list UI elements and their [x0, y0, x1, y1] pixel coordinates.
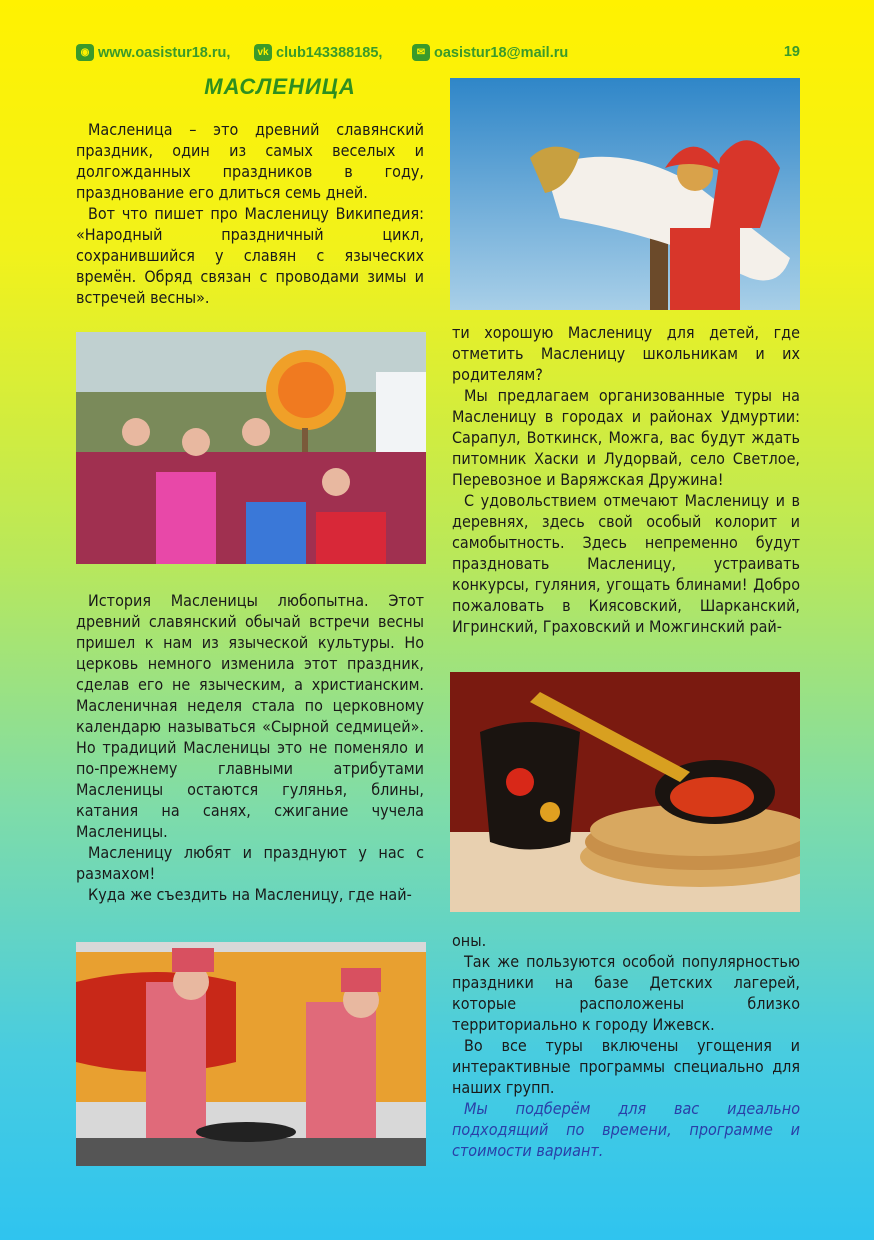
end-text — [452, 930, 800, 1161]
tours-paragraph: С удовольствием отмечают Масленицу и в деревнях, здесь свой особый колорит и самобытность. Здесь непременно будут праздновать Масленицу, устраивать конкурсы, гуляния, угощать блинами! Добро пожаловать в Киясовский, Шарканский, Игринский, Граховский и Можгинский рай- — [452, 491, 800, 636]
festival-crowd-photo — [76, 332, 426, 564]
vk-link[interactable] — [254, 44, 382, 61]
history-paragraph: История Масленицы любопытна. Этот древний славянский обычай встречи весны пришел к нам из языческой культуры. Но церковь немного изменила этот праздник, сделав его не языческим, а христианским. Масленичная неделя стала по церковному календарю называться «Сырной седмицей». Но традиций Масленицы это не поменяло и по-прежнему главными атрибутами Масленицы остаются гулянья, блины, катания на санях, сжигание чучела Масленицы. — [76, 591, 424, 841]
history-paragraph: Куда же съездить на Масленицу, где най- — [88, 885, 412, 904]
intro-paragraph: Вот что пишет про Масленицу Википедия: «Народный праздничный цикл, сохранившийся у славян с языческих времён. Обряд связан с проводами зимы и встречей весны». — [76, 204, 424, 307]
end-paragraph: Во все туры включены угощения и интерактивные программы специально для наших групп. — [452, 1036, 800, 1097]
tours-text — [452, 322, 800, 637]
intro-paragraph: Масленица – это древний славянский праздник, один из самых веселых и долгожданных праздников в году, празднование его длиться семь дней. — [76, 120, 424, 202]
website-link[interactable] — [76, 44, 230, 61]
tours-paragraph: ти хорошую Масленицу для детей, где отметить Масленицу школьникам и их родителям? — [452, 323, 800, 384]
page-title: МАСЛЕНИЦА — [204, 74, 356, 99]
globe-icon: ◉ — [76, 44, 94, 61]
intro-text — [76, 119, 424, 308]
vk-text: club143388185, — [276, 44, 383, 61]
email-link[interactable] — [412, 44, 568, 61]
vk-icon: vk — [254, 44, 272, 61]
pancake-cooks-photo — [76, 942, 426, 1166]
history-paragraph: Масленицу любят и празднуют у нас с размахом! — [76, 843, 424, 883]
tours-paragraph: Мы предлагаем организованные туры на Масленицу в городах и районах Удмуртии: Сарапул, Воткинск, Можга, вас будут ждать питомник Хаски и Лудорвай, село Светлое, Перевозное и Варяжская Дружина! — [452, 386, 800, 489]
end-paragraph: Так же пользуются особой популярностью праздники на базе Детских лагерей, которые расположены близко территориально к городу Ижевск. — [452, 952, 800, 1034]
page-header — [76, 44, 800, 66]
effigy-photo — [450, 78, 800, 310]
mail-icon: ✉ — [412, 44, 430, 61]
history-text — [76, 590, 424, 905]
website-text: www.oasistur18.ru, — [98, 44, 231, 61]
pancakes-photo — [450, 672, 800, 912]
page-number: 19 — [783, 44, 800, 60]
closing-paragraph: Мы подберём для вас идеально подходящий по времени, программе и стоимости вариант. — [452, 1099, 800, 1160]
end-paragraph: оны. — [452, 931, 487, 950]
email-text: oasistur18@mail.ru — [434, 44, 569, 61]
